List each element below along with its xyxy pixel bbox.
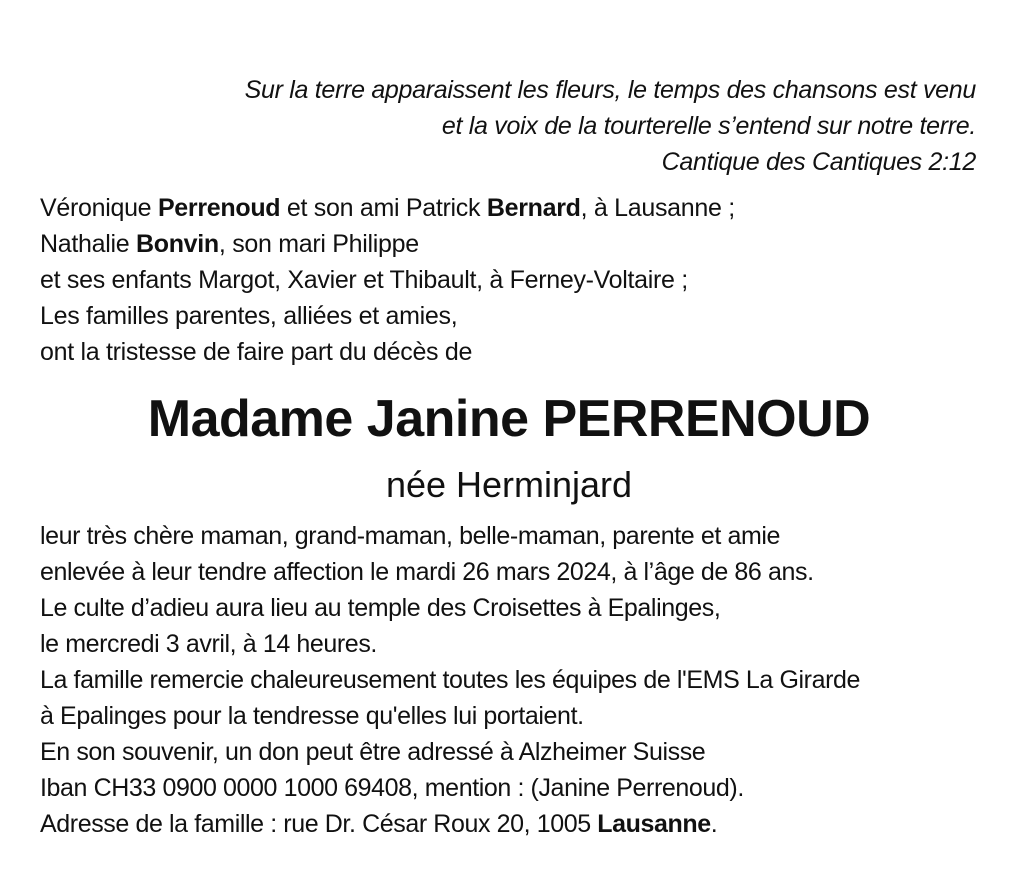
quote-line-1: Sur la terre apparaissent les fleurs, le temps des chansons est venu: [244, 76, 976, 104]
deceased-name: Madame Janine PERRENOUD: [147, 390, 871, 448]
details-line-4: le mercredi 3 avril, à 14 heures.: [40, 630, 377, 658]
details-line-2: enlevée à leur tendre affection le mardi 26 mars 2024, à l’âge de 86 ans.: [40, 558, 814, 586]
family-line-4: Les familles parentes, alliées et amies,: [40, 302, 458, 330]
surname: Bernard: [486, 194, 581, 222]
surname: Perrenoud: [157, 194, 281, 222]
text-segment: , à Lausanne ;: [580, 194, 735, 222]
family-line-3: et ses enfants Margot, Xavier et Thibault, à Ferney-Voltaire ;: [40, 266, 688, 294]
text-segment: Adresse de la famille : rue Dr. César Roux 20, 1005: [40, 810, 598, 838]
details-line-5: La famille remercie chaleureusement toutes les équipes de l'EMS La Girarde: [40, 666, 861, 694]
text-segment: .: [710, 810, 718, 838]
family-line-2: [40, 226, 735, 262]
surname: Bonvin: [135, 230, 219, 258]
details-line-1: leur très chère maman, grand-maman, belle-maman, parente et amie: [40, 522, 781, 550]
text-segment: Nathalie: [40, 230, 136, 258]
text-segment: , son mari Philippe: [218, 230, 419, 258]
city-name: Lausanne: [597, 810, 711, 838]
family-line-1: [40, 190, 735, 226]
family-announcement: [40, 190, 735, 370]
details-line-6: à Epalinges pour la tendresse qu'elles lui portaient.: [40, 702, 584, 730]
text-segment: Véronique: [40, 194, 158, 222]
family-line-5: ont la tristesse de faire part du décès de: [40, 338, 473, 366]
maiden-name: née Herminjard: [385, 464, 633, 505]
quote-line-2: et la voix de la tourterelle s’entend sur notre terre.: [441, 112, 976, 140]
quote-reference: Cantique des Cantiques 2:12: [661, 148, 976, 176]
details-line-7: En son souvenir, un don peut être adressé à Alzheimer Suisse: [40, 738, 706, 766]
details-line-9: [40, 806, 860, 842]
details-line-3: Le culte d’adieu aura lieu au temple des Croisettes à Epalinges,: [40, 594, 721, 622]
bible-quote: [245, 72, 976, 180]
text-segment: et son ami Patrick: [280, 194, 487, 222]
details-line-8: Iban CH33 0900 0000 1000 69408, mention : (Janine Perrenoud).: [40, 774, 744, 802]
notice-details: [40, 518, 860, 842]
